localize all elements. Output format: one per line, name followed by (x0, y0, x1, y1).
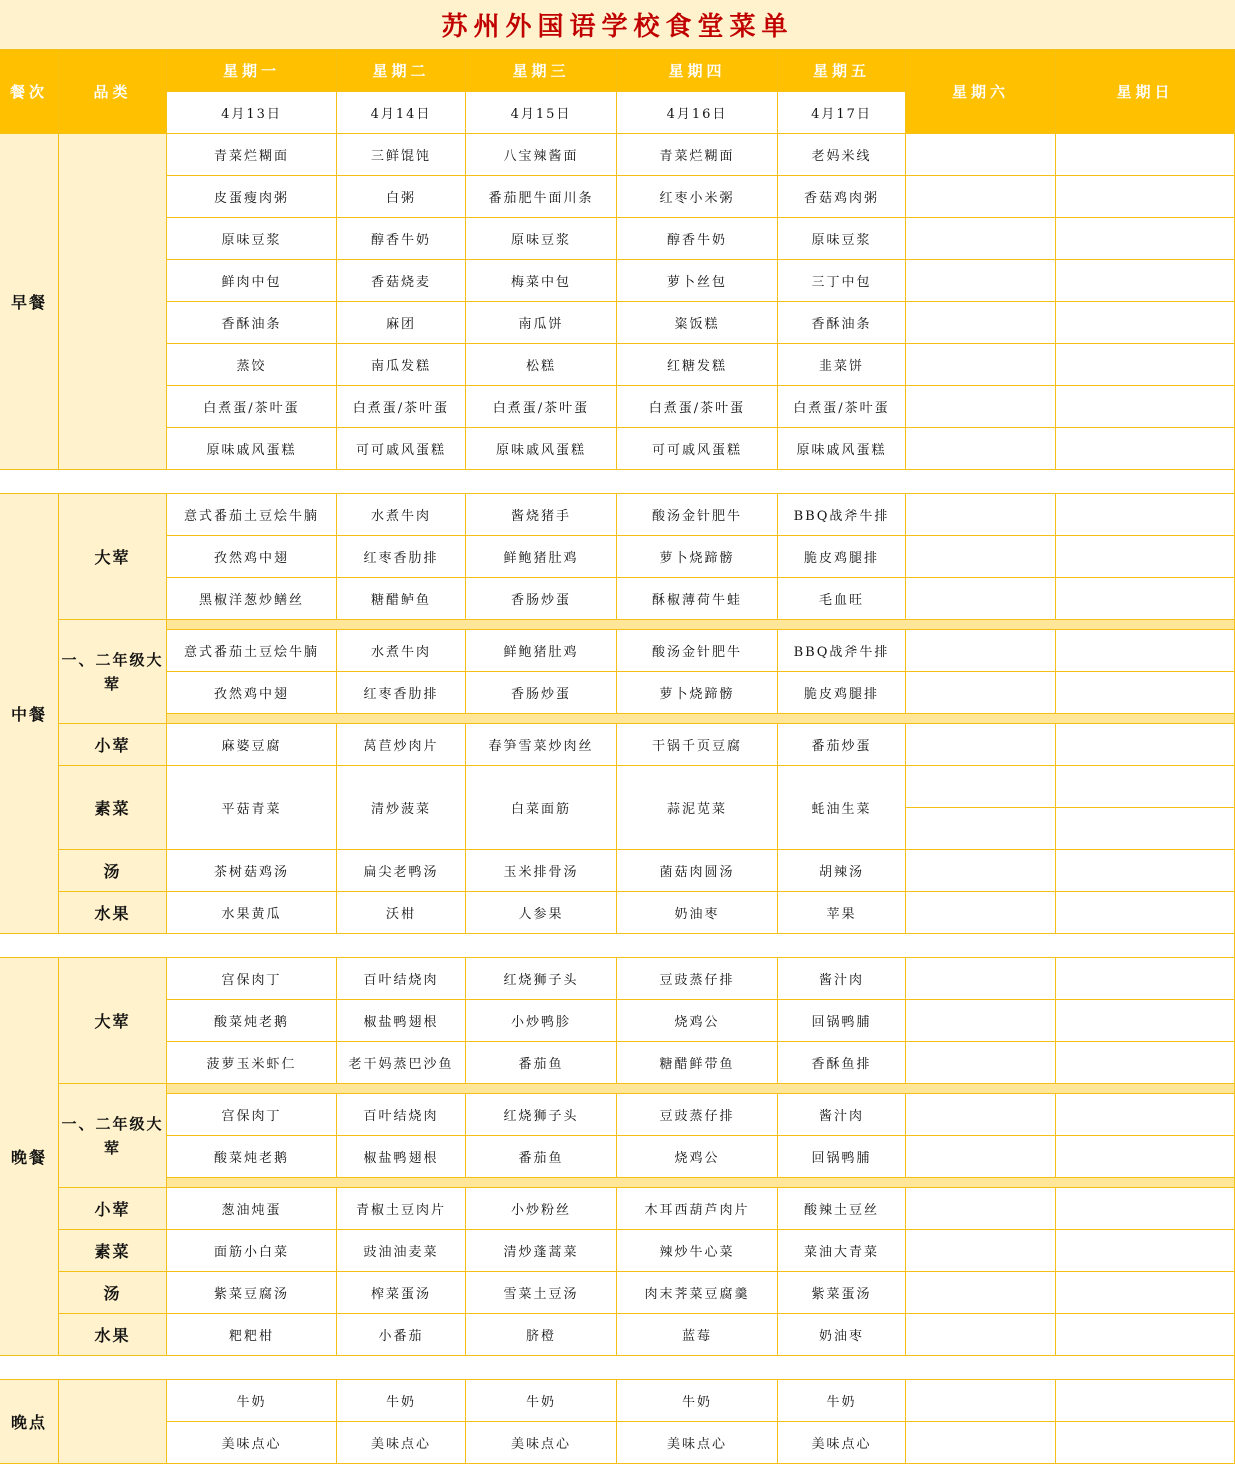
dish-cell[interactable]: 酸菜炖老鹅 (167, 1000, 337, 1042)
dish-cell[interactable]: 奶油枣 (617, 892, 778, 934)
dish-cell[interactable]: 酱汁肉 (778, 1094, 906, 1136)
day-header: 星期三 (466, 50, 617, 92)
dish-cell[interactable]: 孜然鸡中翅 (167, 536, 337, 578)
meal-lunch: 中餐 (0, 494, 59, 934)
dish-cell[interactable]: 红烧狮子头 (466, 958, 617, 1000)
category-label: 水果 (59, 892, 167, 934)
empty-cell[interactable] (906, 1422, 1056, 1464)
dish-cell[interactable]: 紫菜蛋汤 (778, 1272, 906, 1314)
empty-cell[interactable] (1056, 1000, 1235, 1042)
empty-cell[interactable] (906, 386, 1056, 428)
dish-cell[interactable]: 粢饭糕 (617, 302, 778, 344)
dish-cell[interactable]: 榨菜蛋汤 (337, 1272, 466, 1314)
dish-cell[interactable]: 苹果 (778, 892, 906, 934)
date-cell: 4月14日 (337, 92, 466, 134)
dish-cell[interactable]: 毛血旺 (778, 578, 906, 620)
day-header: 星期日 (1056, 50, 1235, 134)
dish-cell[interactable]: 意式番茄土豆烩牛腩 (167, 494, 337, 536)
empty-cell[interactable] (906, 1042, 1056, 1084)
empty-cell[interactable] (1056, 958, 1235, 1000)
dish-cell[interactable]: 美味点心 (337, 1422, 466, 1464)
dish-cell[interactable]: 白煮蛋/茶叶蛋 (617, 386, 778, 428)
dish-cell[interactable]: 脆皮鸡腿排 (778, 536, 906, 578)
dish-cell[interactable]: 牛奶 (778, 1380, 906, 1422)
dish-cell[interactable]: 回锅鸭脯 (778, 1136, 906, 1178)
dish-cell[interactable]: 蒜泥苋菜 (617, 766, 778, 850)
dish-cell[interactable]: 酸汤金针肥牛 (617, 630, 778, 672)
dish-cell[interactable]: 豉油油麦菜 (337, 1230, 466, 1272)
empty-cell[interactable] (1056, 1422, 1235, 1464)
category-label: 大荤 (59, 958, 167, 1084)
empty-cell[interactable] (906, 1314, 1056, 1356)
dish-cell[interactable]: 红枣香肋排 (337, 536, 466, 578)
category-label: 水果 (59, 1314, 167, 1356)
dish-cell[interactable]: 原味豆浆 (778, 218, 906, 260)
dish-cell[interactable]: 菠萝玉米虾仁 (167, 1042, 337, 1084)
category-blank (59, 1380, 167, 1464)
day-header: 星期六 (906, 50, 1056, 134)
empty-cell[interactable] (1056, 1136, 1235, 1178)
empty-cell[interactable] (1056, 494, 1235, 536)
category-label: 汤 (59, 850, 167, 892)
category-label: 素菜 (59, 766, 167, 850)
empty-cell[interactable] (906, 134, 1056, 176)
empty-cell[interactable] (906, 958, 1056, 1000)
band-row (167, 1178, 1235, 1188)
dish-cell[interactable]: 糖醋鲜带鱼 (617, 1042, 778, 1084)
dish-cell[interactable]: 菜油大青菜 (778, 1230, 906, 1272)
dish-cell[interactable]: 茶树菇鸡汤 (167, 850, 337, 892)
dish-cell[interactable]: 原味豆浆 (466, 218, 617, 260)
meal-night-snack: 晚点 (0, 1380, 59, 1464)
empty-cell[interactable] (1056, 536, 1235, 578)
dish-cell[interactable]: 牛奶 (167, 1380, 337, 1422)
dish-cell[interactable]: 青菜烂糊面 (167, 134, 337, 176)
empty-cell[interactable] (1056, 260, 1235, 302)
meal-dinner: 晚餐 (0, 958, 59, 1356)
empty-cell[interactable] (1056, 428, 1235, 470)
dish-cell[interactable]: 可可戚风蛋糕 (337, 428, 466, 470)
empty-cell[interactable] (906, 1188, 1056, 1230)
empty-cell[interactable] (1056, 344, 1235, 386)
spacer-row (0, 470, 1235, 494)
dish-cell[interactable]: 原味戚风蛋糕 (167, 428, 337, 470)
dish-cell[interactable]: 白煮蛋/茶叶蛋 (778, 386, 906, 428)
day-header: 星期一 (167, 50, 337, 92)
dish-cell[interactable]: 香菇鸡肉粥 (778, 176, 906, 218)
dish-cell[interactable]: 白煮蛋/茶叶蛋 (466, 386, 617, 428)
dish-cell[interactable]: 番茄肥牛面川条 (466, 176, 617, 218)
dish-cell[interactable]: 红烧狮子头 (466, 1094, 617, 1136)
dish-cell[interactable]: 小番茄 (337, 1314, 466, 1356)
dish-cell[interactable]: 奶油枣 (778, 1314, 906, 1356)
dish-cell[interactable]: 醇香牛奶 (337, 218, 466, 260)
dish-cell[interactable]: 酥椒薄荷牛蛙 (617, 578, 778, 620)
empty-cell[interactable] (1056, 1314, 1235, 1356)
dish-cell[interactable]: 牛奶 (337, 1380, 466, 1422)
empty-cell[interactable] (906, 766, 1056, 808)
empty-cell[interactable] (906, 344, 1056, 386)
category-blank (59, 134, 167, 470)
dish-cell[interactable]: 烧鸡公 (617, 1136, 778, 1178)
dish-cell[interactable]: 面筋小白菜 (167, 1230, 337, 1272)
dish-cell[interactable]: 酱烧猪手 (466, 494, 617, 536)
dish-cell[interactable]: 玉米排骨汤 (466, 850, 617, 892)
day-header: 星期四 (617, 50, 778, 92)
dish-cell[interactable]: 醇香牛奶 (617, 218, 778, 260)
dish-cell[interactable]: 麻婆豆腐 (167, 724, 337, 766)
dish-cell[interactable]: 沃柑 (337, 892, 466, 934)
dish-cell[interactable]: 木耳西葫芦肉片 (617, 1188, 778, 1230)
empty-cell[interactable] (1056, 302, 1235, 344)
dish-cell[interactable]: 番茄鱼 (466, 1042, 617, 1084)
empty-cell[interactable] (1056, 1188, 1235, 1230)
dish-cell[interactable]: BBQ战斧牛排 (778, 630, 906, 672)
menu-title: 苏州外国语学校食堂菜单 (0, 0, 1235, 50)
dish-cell[interactable]: 菌菇肉圆汤 (617, 850, 778, 892)
dish-cell[interactable]: 小炒鸭胗 (466, 1000, 617, 1042)
dish-cell[interactable]: 番茄鱼 (466, 1136, 617, 1178)
empty-cell[interactable] (1056, 892, 1235, 934)
empty-cell[interactable] (906, 494, 1056, 536)
dish-cell[interactable]: 水煮牛肉 (337, 630, 466, 672)
dish-cell[interactable]: 脐橙 (466, 1314, 617, 1356)
empty-cell[interactable] (906, 672, 1056, 714)
meal-breakfast: 早餐 (0, 134, 59, 470)
empty-cell[interactable] (1056, 1094, 1235, 1136)
header-category: 品类 (59, 50, 167, 134)
dish-cell[interactable]: 酱汁肉 (778, 958, 906, 1000)
dish-cell[interactable]: 椒盐鸭翅根 (337, 1136, 466, 1178)
empty-cell[interactable] (1056, 672, 1235, 714)
dish-cell[interactable]: 原味豆浆 (167, 218, 337, 260)
dish-cell[interactable]: 百叶结烧肉 (337, 958, 466, 1000)
dish-cell[interactable]: 肉末荠菜豆腐羹 (617, 1272, 778, 1314)
dish-cell[interactable]: 鲜鲍猪肚鸡 (466, 536, 617, 578)
dish-cell[interactable]: 豆豉蒸仔排 (617, 958, 778, 1000)
empty-cell[interactable] (1056, 386, 1235, 428)
dish-cell[interactable]: 萝卜烧蹄髈 (617, 672, 778, 714)
dish-cell[interactable]: 原味戚风蛋糕 (466, 428, 617, 470)
dish-cell[interactable]: 春笋雪菜炒肉丝 (466, 724, 617, 766)
dish-cell[interactable]: 百叶结烧肉 (337, 1094, 466, 1136)
dish-cell[interactable]: 八宝辣酱面 (466, 134, 617, 176)
header-meal: 餐次 (0, 50, 59, 134)
band-row (167, 714, 1235, 724)
dish-cell[interactable]: 红枣香肋排 (337, 672, 466, 714)
dish-cell[interactable]: 胡辣汤 (778, 850, 906, 892)
empty-cell[interactable] (906, 428, 1056, 470)
band-row (167, 1084, 1235, 1094)
empty-cell[interactable] (1056, 1042, 1235, 1084)
date-cell: 4月16日 (617, 92, 778, 134)
dish-cell[interactable]: 辣炒牛心菜 (617, 1230, 778, 1272)
dish-cell[interactable]: 美味点心 (466, 1422, 617, 1464)
dish-cell[interactable]: 糖醋鲈鱼 (337, 578, 466, 620)
empty-cell[interactable] (1056, 578, 1235, 620)
dish-cell[interactable]: 原味戚风蛋糕 (778, 428, 906, 470)
empty-cell[interactable] (1056, 850, 1235, 892)
empty-cell[interactable] (1056, 1272, 1235, 1314)
dish-cell[interactable]: 可可戚风蛋糕 (617, 428, 778, 470)
date-cell: 4月13日 (167, 92, 337, 134)
empty-cell[interactable] (906, 578, 1056, 620)
empty-cell[interactable] (906, 218, 1056, 260)
dish-cell[interactable]: 蓝莓 (617, 1314, 778, 1356)
spacer-row (0, 934, 1235, 958)
empty-cell[interactable] (906, 1230, 1056, 1272)
dish-cell[interactable]: 鲜鲍猪肚鸡 (466, 630, 617, 672)
dish-cell[interactable]: 宫保肉丁 (167, 1094, 337, 1136)
dish-cell[interactable]: 韭菜饼 (778, 344, 906, 386)
dish-cell[interactable]: 鲜肉中包 (167, 260, 337, 302)
dish-cell[interactable]: 青菜烂糊面 (617, 134, 778, 176)
dish-cell[interactable]: 葱油炖蛋 (167, 1188, 337, 1230)
dish-cell[interactable]: 三鲜馄饨 (337, 134, 466, 176)
empty-cell[interactable] (1056, 218, 1235, 260)
dish-cell[interactable]: 水煮牛肉 (337, 494, 466, 536)
empty-cell[interactable] (906, 1000, 1056, 1042)
dish-cell[interactable]: 萝卜烧蹄髈 (617, 536, 778, 578)
empty-cell[interactable] (906, 302, 1056, 344)
dish-cell[interactable]: 美味点心 (167, 1422, 337, 1464)
dish-cell[interactable]: 孜然鸡中翅 (167, 672, 337, 714)
dish-cell[interactable]: 香酥油条 (778, 302, 906, 344)
dish-cell[interactable]: 红枣小米粥 (617, 176, 778, 218)
category-label: 小荤 (59, 1188, 167, 1230)
dish-cell[interactable]: 麻团 (337, 302, 466, 344)
dish-cell[interactable]: 老干妈蒸巴沙鱼 (337, 1042, 466, 1084)
category-label: 一、二年级大荤 (59, 620, 167, 724)
category-label: 汤 (59, 1272, 167, 1314)
category-label: 小荤 (59, 724, 167, 766)
dish-cell[interactable]: 香肠炒蛋 (466, 672, 617, 714)
dish-cell[interactable]: 白菜面筋 (466, 766, 617, 850)
dish-cell[interactable]: 意式番茄土豆烩牛腩 (167, 630, 337, 672)
dish-cell[interactable]: 美味点心 (617, 1422, 778, 1464)
empty-cell[interactable] (1056, 176, 1235, 218)
dish-cell[interactable]: BBQ战斧牛排 (778, 494, 906, 536)
day-header: 星期二 (337, 50, 466, 92)
dish-cell[interactable]: 清炒蓬蒿菜 (466, 1230, 617, 1272)
empty-cell[interactable] (1056, 1230, 1235, 1272)
dish-cell[interactable]: 清炒菠菜 (337, 766, 466, 850)
dish-cell[interactable]: 老妈米线 (778, 134, 906, 176)
dish-cell[interactable]: 香酥鱼排 (778, 1042, 906, 1084)
spacer-row (0, 1356, 1235, 1380)
dish-cell[interactable]: 蒸饺 (167, 344, 337, 386)
dish-cell[interactable]: 白煮蛋/茶叶蛋 (167, 386, 337, 428)
dish-cell[interactable]: 南瓜饼 (466, 302, 617, 344)
empty-cell[interactable] (906, 1094, 1056, 1136)
empty-cell[interactable] (1056, 808, 1235, 850)
date-cell: 4月15日 (466, 92, 617, 134)
dish-cell[interactable]: 美味点心 (778, 1422, 906, 1464)
empty-cell[interactable] (906, 630, 1056, 672)
empty-cell[interactable] (1056, 134, 1235, 176)
dish-cell[interactable]: 扁尖老鸭汤 (337, 850, 466, 892)
empty-cell[interactable] (906, 808, 1056, 850)
dish-cell[interactable]: 脆皮鸡腿排 (778, 672, 906, 714)
dish-cell[interactable]: 椒盐鸭翅根 (337, 1000, 466, 1042)
dish-cell[interactable]: 香菇烧麦 (337, 260, 466, 302)
empty-cell[interactable] (1056, 766, 1235, 808)
dish-cell[interactable]: 黑椒洋葱炒鳝丝 (167, 578, 337, 620)
day-header: 星期五 (778, 50, 906, 92)
dish-cell[interactable]: 回锅鸭脯 (778, 1000, 906, 1042)
dish-cell[interactable]: 番茄炒蛋 (778, 724, 906, 766)
dish-cell[interactable]: 白粥 (337, 176, 466, 218)
dish-cell[interactable]: 蚝油生菜 (778, 766, 906, 850)
empty-cell[interactable] (906, 1136, 1056, 1178)
dish-cell[interactable]: 白煮蛋/茶叶蛋 (337, 386, 466, 428)
empty-cell[interactable] (906, 1380, 1056, 1422)
dish-cell[interactable]: 紫菜豆腐汤 (167, 1272, 337, 1314)
dish-cell[interactable]: 青椒土豆肉片 (337, 1188, 466, 1230)
dish-cell[interactable]: 宫保肉丁 (167, 958, 337, 1000)
dish-cell[interactable]: 干锅千页豆腐 (617, 724, 778, 766)
category-label: 一、二年级大荤 (59, 1084, 167, 1188)
dish-cell[interactable]: 烧鸡公 (617, 1000, 778, 1042)
category-label: 大荤 (59, 494, 167, 620)
dish-cell[interactable]: 粑粑柑 (167, 1314, 337, 1356)
empty-cell[interactable] (906, 536, 1056, 578)
dish-cell[interactable]: 香肠炒蛋 (466, 578, 617, 620)
dish-cell[interactable]: 酸菜炖老鹅 (167, 1136, 337, 1178)
dish-cell[interactable]: 酸辣土豆丝 (778, 1188, 906, 1230)
dish-cell[interactable]: 南瓜发糕 (337, 344, 466, 386)
dish-cell[interactable]: 雪菜土豆汤 (466, 1272, 617, 1314)
dish-cell[interactable]: 水果黄瓜 (167, 892, 337, 934)
dish-cell[interactable]: 香酥油条 (167, 302, 337, 344)
dish-cell[interactable]: 萝卜丝包 (617, 260, 778, 302)
dish-cell[interactable]: 皮蛋瘦肉粥 (167, 176, 337, 218)
dish-cell[interactable]: 人参果 (466, 892, 617, 934)
dish-cell[interactable]: 三丁中包 (778, 260, 906, 302)
dish-cell[interactable]: 酸汤金针肥牛 (617, 494, 778, 536)
dish-cell[interactable]: 牛奶 (617, 1380, 778, 1422)
date-cell: 4月17日 (778, 92, 906, 134)
empty-cell[interactable] (906, 260, 1056, 302)
dish-cell[interactable]: 牛奶 (466, 1380, 617, 1422)
empty-cell[interactable] (906, 724, 1056, 766)
empty-cell[interactable] (906, 892, 1056, 934)
empty-cell[interactable] (1056, 724, 1235, 766)
dish-cell[interactable]: 小炒粉丝 (466, 1188, 617, 1230)
dish-cell[interactable]: 松糕 (466, 344, 617, 386)
dish-cell[interactable]: 平菇青菜 (167, 766, 337, 850)
dish-cell[interactable]: 豆豉蒸仔排 (617, 1094, 778, 1136)
empty-cell[interactable] (1056, 1380, 1235, 1422)
empty-cell[interactable] (906, 850, 1056, 892)
empty-cell[interactable] (906, 1272, 1056, 1314)
empty-cell[interactable] (906, 176, 1056, 218)
dish-cell[interactable]: 梅菜中包 (466, 260, 617, 302)
category-label: 素菜 (59, 1230, 167, 1272)
band-row (167, 620, 1235, 630)
dish-cell[interactable]: 莴苣炒肉片 (337, 724, 466, 766)
dish-cell[interactable]: 红糖发糕 (617, 344, 778, 386)
empty-cell[interactable] (1056, 630, 1235, 672)
